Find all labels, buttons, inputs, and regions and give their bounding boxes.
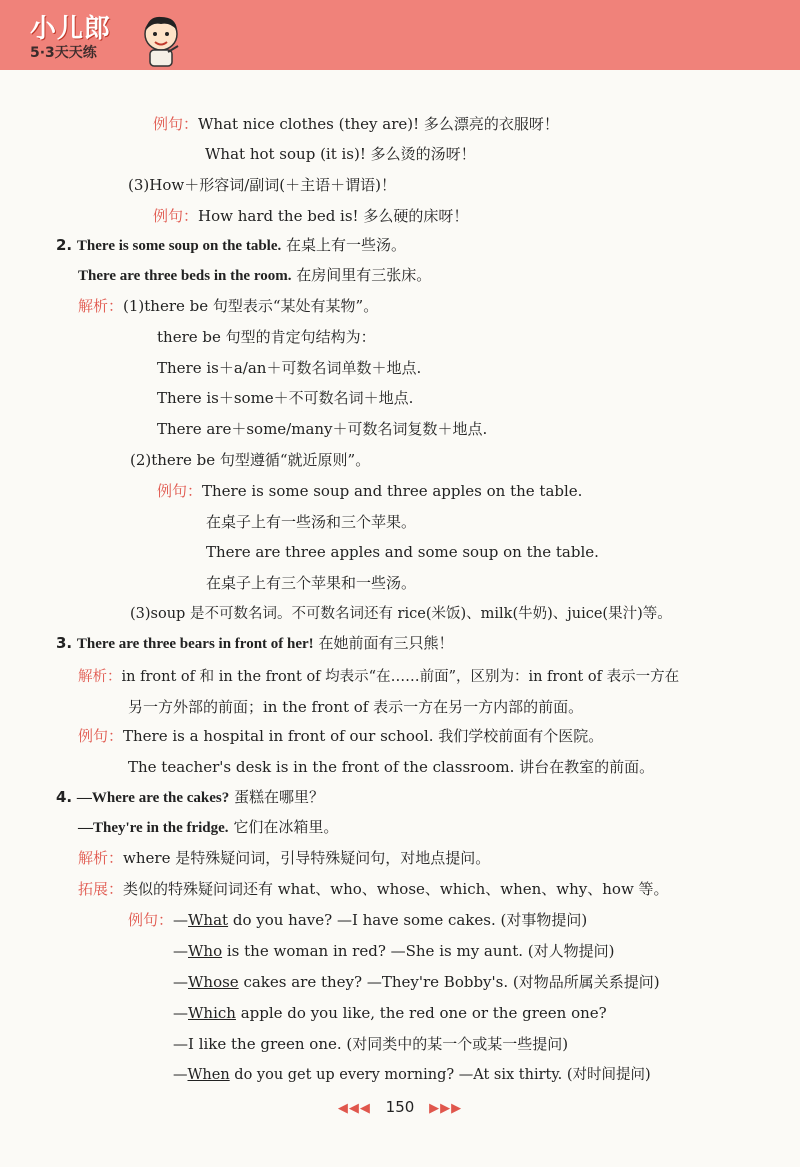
analysis-text: There are＋some/many＋可数名词复数＋地点. (157, 420, 488, 438)
example-text: do you get up every morning? —At six thirty. (对时间提问) (229, 1067, 651, 1083)
dash: — (173, 911, 189, 929)
question-english: There is some soup on the table. (76, 238, 282, 254)
question-number: 3. (56, 634, 73, 652)
analysis-line (78, 295, 378, 317)
analysis-line (78, 847, 490, 869)
example-text: apple do you like, the red one or the green one? (235, 1004, 607, 1022)
example-label: 例句： (128, 911, 174, 929)
example-text: —I like the green one. (对同类中的某一个或某一些提问) (173, 1035, 569, 1053)
example-label: 例句： (157, 482, 203, 500)
analysis-text: (3)soup 是不可数名词。不可数名词还有 rice(米饭)、milk(牛奶)、juice(果汁)等。 (130, 606, 672, 622)
example-text: What nice clothes (they are)! 多么漂亮的衣服呀！ (198, 115, 559, 133)
dash: — (173, 973, 188, 991)
analysis-text: 另一方外部的前面；in the front of 表示一方在另一方内部的前面。 (128, 698, 584, 716)
example-label: 例句： (78, 727, 124, 745)
example-label: 例句： (153, 207, 199, 225)
analysis-text: where 是特殊疑问词，引导特殊疑问句，对地点提问。 (123, 849, 491, 867)
example-text: do you have? —I have some cakes. (对事物提问) (228, 911, 588, 929)
example-text: There are three apples and some soup on the table. (206, 543, 599, 561)
extension-text: 类似的特殊疑问词还有 what、who、whose、which、when、why、how 等。 (123, 880, 669, 898)
question-english: There are three beds in the room. (78, 268, 292, 284)
analysis-text: There is＋a/an＋可数名词单数＋地点. (157, 359, 422, 377)
example-line (173, 940, 614, 962)
example-line (153, 113, 559, 135)
example-text: There is a hospital in front of our school. 我们学校前面有个医院。 (123, 727, 604, 745)
question-2-line-2 (78, 264, 431, 287)
example-text: 在桌子上有三个苹果和一些汤。 (206, 574, 417, 592)
question-chinese: 它们在冰箱里。 (233, 818, 339, 836)
question-word: What (188, 911, 229, 929)
analysis-text: (1)there be 句型表示“某处有某物”。 (123, 297, 379, 315)
example-line (128, 909, 587, 931)
dash: — (173, 942, 188, 960)
example-text: 在桌子上有一些汤和三个苹果。 (206, 513, 417, 531)
prev-arrows-icon: ◀◀◀ (337, 1101, 371, 1116)
question-english: There are three bears in front of her! (76, 636, 314, 652)
example-text: is the woman in red? —She is my aunt. (对人物提问) (222, 942, 615, 960)
analysis-text: There is＋some＋不可数名词＋地点. (157, 389, 414, 407)
example-line (78, 725, 603, 747)
question-chinese: 在桌上有一些汤。 (286, 236, 407, 254)
question-chinese: 蛋糕在哪里？ (234, 788, 325, 806)
example-text: cakes are they? —They're Bobby's. (对物品所属关系提问) (238, 973, 660, 991)
question-english: —Where are the cakes? (76, 790, 230, 806)
question-word: Which (188, 1004, 236, 1022)
question-word: Whose (188, 973, 239, 991)
analysis-text: (2)there be 句型遵循“就近原则”。 (130, 451, 371, 469)
question-number: 2. (56, 236, 73, 254)
question-4-line-2 (78, 816, 338, 839)
analysis-label: 解析： (78, 669, 122, 685)
dash: — (173, 1004, 188, 1022)
brand-title: 小儿郎 (30, 14, 112, 44)
extension-label: 拓展： (78, 880, 124, 898)
example-text: The teacher's desk is in the front of the classroom. 讲台在教室的前面。 (128, 758, 655, 776)
example-line (157, 480, 582, 502)
extension-line (78, 878, 669, 900)
question-4 (56, 786, 324, 809)
analysis-label: 解析： (78, 849, 124, 867)
question-3 (56, 632, 453, 655)
question-english: —They're in the fridge. (78, 820, 229, 836)
example-label: 例句： (153, 115, 199, 133)
example-text: What hot soup (it is)! 多么烫的汤呀！ (205, 145, 476, 163)
example-text: How hard the bed is! 多么硬的床呀！ (198, 207, 469, 225)
dash: — (173, 1067, 188, 1083)
example-line (153, 205, 468, 227)
example-line (173, 1064, 651, 1086)
example-line (173, 1002, 607, 1024)
analysis-label: 解析： (78, 297, 124, 315)
question-chinese: 在她前面有三只熊！ (318, 634, 454, 652)
question-number: 4. (56, 788, 73, 806)
analysis-text: there be 句型的肯定句结构为： (157, 328, 376, 346)
analysis-line (78, 666, 679, 688)
question-word: Who (188, 942, 223, 960)
example-text: There is some soup and three apples on the table. (202, 482, 583, 500)
analysis-text: in front of 和 in the front of 均表示“在……前面”，区别为：in front of 表示一方在 (121, 669, 680, 685)
question-2 (56, 234, 406, 257)
question-chinese: 在房间里有三张床。 (296, 266, 432, 284)
page-number: 150 (385, 1098, 415, 1116)
brand-subtitle: 5·3天天练 (30, 45, 97, 61)
page-footer (0, 1098, 800, 1116)
example-line (173, 971, 660, 993)
rule-text: (3)How＋形容词/副词(＋主语＋谓语)！ (128, 176, 396, 194)
question-word: When (187, 1067, 230, 1083)
next-arrows-icon: ▶▶▶ (429, 1101, 463, 1116)
